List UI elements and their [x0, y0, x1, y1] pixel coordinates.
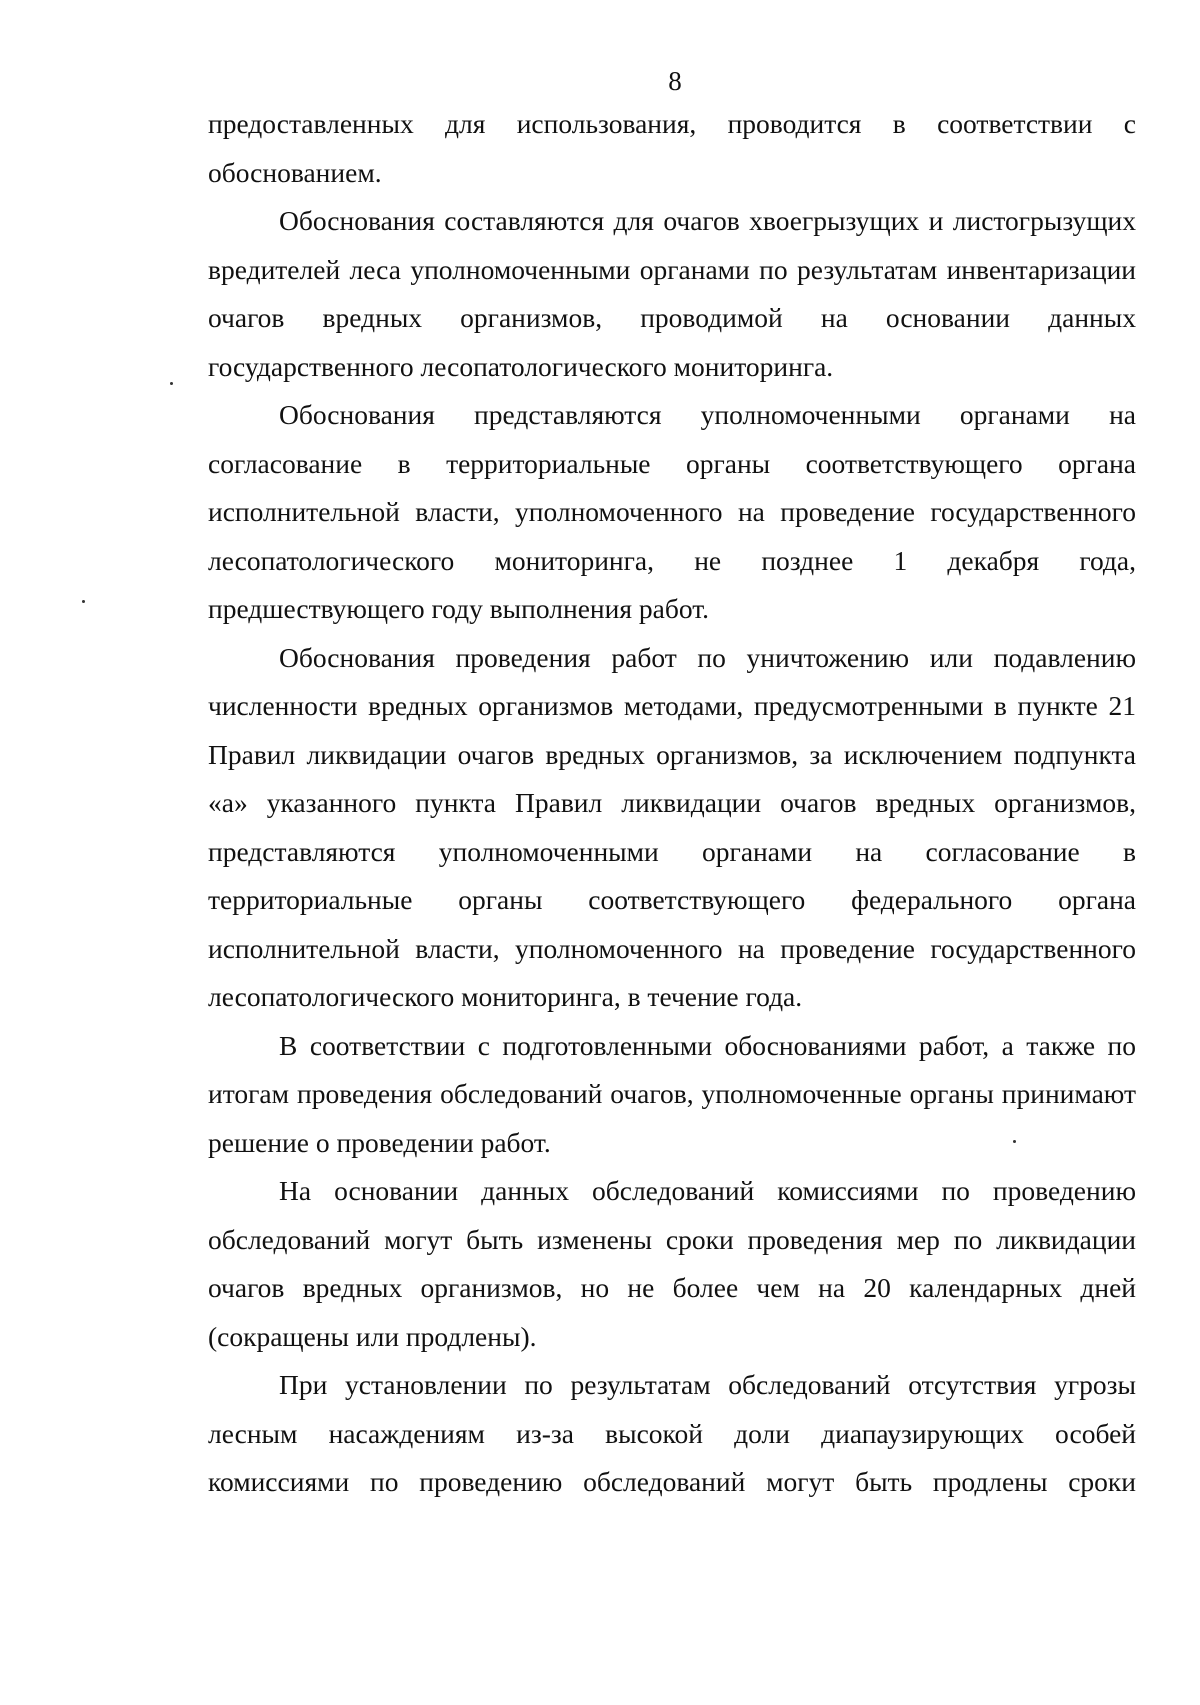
scan-speck	[170, 382, 173, 385]
paragraph: Обоснования составляются для очагов хвоегрызущих и листогрызущих вредителей леса уполномоченными органами по результатам инвентаризации очагов вредных организмов, проводимой на основании данных государственного лесопатологического мониторинга.	[208, 205, 1136, 382]
paragraph: Обоснования представляются уполномоченными органами на согласование в территориальные органы соответствующего органа исполнительной власти, уполномоченного на проведение государственного лесопатологического мониторинга, не позднее 1 декабря года, предшествующего году выполнения работ.	[208, 399, 1136, 624]
scan-speck	[82, 600, 85, 603]
paragraph: предоставленных для использования, проводится в соответствии с обоснованием.	[208, 108, 1136, 188]
paragraph: В соответствии с подготовленными обоснованиями работ, а также по итогам проведения обследований очагов, уполномоченные органы принимают решение о проведении работ.	[208, 1029, 1136, 1158]
page-number: 8	[668, 66, 682, 96]
paragraph: Обоснования проведения работ по уничтожению или подавлению численности вредных организмов методами, предусмотренными в пункте 21 Правил ликвидации очагов вредных организмов, за исключением подпункта «а» указанного пункта Правил ликвидации очагов вредных организмов, представляются уполномоченными органами на согласование в территориальные органы соответствующего федерального органа исполнительной власти, уполномоченного на проведение государственного лесопатологического мониторинга, в течение года.	[208, 641, 1136, 1012]
paragraph: При установлении по результатам обследований отсутствия угрозы лесным насаждениям из-за высокой доли диапаузирующих особей комиссиями по проведению обследований могут быть продлены сроки	[208, 1369, 1136, 1497]
paragraph: На основании данных обследований комиссиями по проведению обследований могут быть изменены сроки проведения мер по ликвидации очагов вредных организмов, но не более чем на 20 календарных дней (сокращены или продлены).	[208, 1175, 1136, 1352]
scan-speck	[1013, 1140, 1016, 1143]
document-body	[208, 100, 1136, 1507]
